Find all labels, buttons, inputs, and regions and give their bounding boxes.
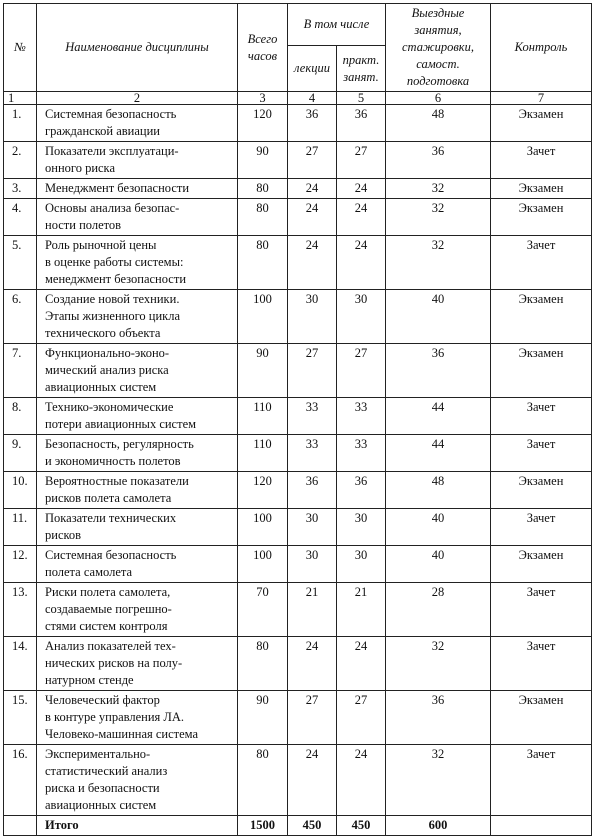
table-row bbox=[4, 435, 592, 472]
total-hours-cell: 80 bbox=[238, 236, 288, 290]
row-number: 14. bbox=[4, 637, 37, 691]
curriculum-table bbox=[3, 3, 592, 836]
control-cell: Зачет bbox=[491, 435, 592, 472]
header-lectures: лекции bbox=[288, 46, 337, 92]
discipline-name-line: статистический анализ bbox=[45, 764, 168, 778]
practice-sum: 450 bbox=[337, 816, 386, 836]
row-number: 15. bbox=[4, 691, 37, 745]
total-hours-cell: 120 bbox=[238, 472, 288, 509]
practice-cell: 24 bbox=[337, 179, 386, 199]
lectures-cell: 33 bbox=[288, 398, 337, 435]
discipline-name-line: Показатели технических bbox=[45, 511, 177, 525]
total-hours-cell: 100 bbox=[238, 546, 288, 583]
field-training-cell: 48 bbox=[386, 472, 491, 509]
table-row bbox=[4, 691, 592, 745]
discipline-name bbox=[37, 398, 238, 435]
discipline-name bbox=[37, 745, 238, 816]
discipline-name bbox=[37, 691, 238, 745]
total-hours-cell: 70 bbox=[238, 583, 288, 637]
discipline-name-line: Вероятностные показатели bbox=[45, 474, 189, 488]
control-cell: Зачет bbox=[491, 509, 592, 546]
column-number: 7 bbox=[491, 92, 592, 105]
practice-cell: 21 bbox=[337, 583, 386, 637]
field-training-cell: 40 bbox=[386, 290, 491, 344]
row-number: 16. bbox=[4, 745, 37, 816]
column-number: 4 bbox=[288, 92, 337, 105]
discipline-name bbox=[37, 179, 238, 199]
total-row-no bbox=[4, 816, 37, 836]
discipline-name-line: авиационных систем bbox=[45, 798, 157, 812]
row-number: 9. bbox=[4, 435, 37, 472]
control-cell: Зачет bbox=[491, 236, 592, 290]
control-cell: Зачет bbox=[491, 398, 592, 435]
table-row bbox=[4, 745, 592, 816]
row-number: 3. bbox=[4, 179, 37, 199]
total-hours-cell: 110 bbox=[238, 398, 288, 435]
control-cell: Зачет bbox=[491, 637, 592, 691]
discipline-name-line: Анализ показателей тех- bbox=[45, 639, 176, 653]
practice-cell: 30 bbox=[337, 290, 386, 344]
lectures-cell: 33 bbox=[288, 435, 337, 472]
discipline-name-line: Системная безопасность bbox=[45, 107, 177, 121]
lectures-cell: 24 bbox=[288, 637, 337, 691]
discipline-name-line: потери авиационных систем bbox=[45, 417, 197, 431]
row-number: 7. bbox=[4, 344, 37, 398]
table-row bbox=[4, 398, 592, 435]
discipline-name-line: Основы анализа безопас- bbox=[45, 201, 180, 215]
practice-cell: 24 bbox=[337, 199, 386, 236]
discipline-name-line: нических рисков на полу- bbox=[45, 656, 183, 670]
discipline-name bbox=[37, 290, 238, 344]
discipline-name bbox=[37, 142, 238, 179]
control-cell: Экзамен bbox=[491, 344, 592, 398]
discipline-name-line: натурном стенде bbox=[45, 673, 134, 687]
column-number: 1 bbox=[4, 92, 37, 105]
discipline-name-line: Человеко-машинная система bbox=[45, 727, 199, 741]
column-number: 6 bbox=[386, 92, 491, 105]
control-cell: Зачет bbox=[491, 583, 592, 637]
discipline-name-line: Этапы жизненного цикла bbox=[45, 309, 181, 323]
table-row bbox=[4, 472, 592, 509]
total-hours-cell: 80 bbox=[238, 745, 288, 816]
discipline-name-line: Функционально-эконо- bbox=[45, 346, 170, 360]
field-training-cell: 48 bbox=[386, 105, 491, 142]
table-row bbox=[4, 509, 592, 546]
total-label: Итого bbox=[37, 816, 238, 836]
column-number: 3 bbox=[238, 92, 288, 105]
discipline-name-line: Создание новой техники. bbox=[45, 292, 180, 306]
total-hours-cell: 80 bbox=[238, 179, 288, 199]
discipline-name-line: Технико-экономические bbox=[45, 400, 174, 414]
row-number: 1. bbox=[4, 105, 37, 142]
field-training-cell: 36 bbox=[386, 691, 491, 745]
total-row bbox=[4, 816, 592, 836]
lectures-cell: 36 bbox=[288, 472, 337, 509]
field-training-cell: 32 bbox=[386, 637, 491, 691]
total-hours-cell: 100 bbox=[238, 509, 288, 546]
total-hours-cell: 90 bbox=[238, 344, 288, 398]
field-training-cell: 32 bbox=[386, 179, 491, 199]
discipline-name-line: Роль рыночной цены bbox=[45, 238, 157, 252]
lectures-cell: 21 bbox=[288, 583, 337, 637]
control-cell: Экзамен bbox=[491, 290, 592, 344]
practice-cell: 36 bbox=[337, 472, 386, 509]
practice-cell: 24 bbox=[337, 637, 386, 691]
discipline-name-line: онного риска bbox=[45, 161, 115, 175]
header-discipline-name: Наименование дисциплины bbox=[37, 4, 238, 92]
row-number: 5. bbox=[4, 236, 37, 290]
total-hours-cell: 120 bbox=[238, 105, 288, 142]
total-hours-sum: 1500 bbox=[238, 816, 288, 836]
discipline-name bbox=[37, 435, 238, 472]
lectures-cell: 27 bbox=[288, 142, 337, 179]
row-number: 10. bbox=[4, 472, 37, 509]
lectures-cell: 30 bbox=[288, 290, 337, 344]
table-row bbox=[4, 179, 592, 199]
table-row bbox=[4, 142, 592, 179]
lectures-cell: 24 bbox=[288, 745, 337, 816]
discipline-name-line: ности полетов bbox=[45, 218, 122, 232]
total-hours-cell: 90 bbox=[238, 691, 288, 745]
lectures-cell: 24 bbox=[288, 236, 337, 290]
field-training-sum: 600 bbox=[386, 816, 491, 836]
discipline-name-line: стями систем контроля bbox=[45, 619, 168, 633]
total-hours-cell: 100 bbox=[238, 290, 288, 344]
header-practice: практ. занят. bbox=[337, 46, 386, 92]
column-number-row bbox=[4, 92, 592, 105]
discipline-name-line: Риски полета самолета, bbox=[45, 585, 171, 599]
table-row bbox=[4, 637, 592, 691]
total-hours-cell: 80 bbox=[238, 199, 288, 236]
discipline-name bbox=[37, 344, 238, 398]
discipline-name bbox=[37, 509, 238, 546]
header-including: В том числе bbox=[288, 4, 386, 46]
discipline-name-line: полета самолета bbox=[45, 565, 133, 579]
row-number: 8. bbox=[4, 398, 37, 435]
field-training-cell: 28 bbox=[386, 583, 491, 637]
lectures-cell: 30 bbox=[288, 546, 337, 583]
row-number: 4. bbox=[4, 199, 37, 236]
discipline-name-line: создаваемые погрешно- bbox=[45, 602, 172, 616]
discipline-name-line: в контуре управления ЛА. bbox=[45, 710, 185, 724]
practice-cell: 33 bbox=[337, 435, 386, 472]
discipline-name-line: Менеджмент безопасности bbox=[45, 181, 190, 195]
control-cell: Зачет bbox=[491, 745, 592, 816]
discipline-name-line: и экономичность полетов bbox=[45, 454, 181, 468]
field-training-cell: 44 bbox=[386, 398, 491, 435]
column-number: 5 bbox=[337, 92, 386, 105]
field-training-cell: 44 bbox=[386, 435, 491, 472]
discipline-name-line: рисков полета самолета bbox=[45, 491, 172, 505]
practice-cell: 27 bbox=[337, 344, 386, 398]
row-number: 12. bbox=[4, 546, 37, 583]
total-hours-cell: 110 bbox=[238, 435, 288, 472]
control-cell: Экзамен bbox=[491, 199, 592, 236]
discipline-name-line: Экспериментально- bbox=[45, 747, 151, 761]
practice-cell: 30 bbox=[337, 546, 386, 583]
discipline-name-line: технического объекта bbox=[45, 326, 161, 340]
discipline-name-line: Человеческий фактор bbox=[45, 693, 160, 707]
table-row bbox=[4, 583, 592, 637]
field-training-cell: 36 bbox=[386, 344, 491, 398]
header-field-training: Выездные занятия, стажировки, самост. подготовка bbox=[386, 4, 491, 92]
total-control bbox=[491, 816, 592, 836]
header-control: Контроль bbox=[491, 4, 592, 92]
total-hours-cell: 80 bbox=[238, 637, 288, 691]
discipline-name-line: мический анализ риска bbox=[45, 363, 169, 377]
table-row bbox=[4, 546, 592, 583]
field-training-cell: 36 bbox=[386, 142, 491, 179]
lectures-cell: 24 bbox=[288, 199, 337, 236]
table-row bbox=[4, 199, 592, 236]
discipline-name-line: риска и безопасности bbox=[45, 781, 160, 795]
control-cell: Зачет bbox=[491, 142, 592, 179]
discipline-name-line: Показатели эксплуатаци- bbox=[45, 144, 179, 158]
row-number: 13. bbox=[4, 583, 37, 637]
lectures-cell: 27 bbox=[288, 344, 337, 398]
row-number: 6. bbox=[4, 290, 37, 344]
discipline-name bbox=[37, 236, 238, 290]
table-body bbox=[4, 92, 592, 836]
table-row bbox=[4, 344, 592, 398]
table-row bbox=[4, 290, 592, 344]
control-cell: Экзамен bbox=[491, 472, 592, 509]
practice-cell: 30 bbox=[337, 509, 386, 546]
lectures-cell: 36 bbox=[288, 105, 337, 142]
practice-cell: 36 bbox=[337, 105, 386, 142]
total-hours-cell: 90 bbox=[238, 142, 288, 179]
field-training-cell: 40 bbox=[386, 546, 491, 583]
row-number: 11. bbox=[4, 509, 37, 546]
table-row bbox=[4, 105, 592, 142]
field-training-cell: 32 bbox=[386, 199, 491, 236]
discipline-name bbox=[37, 637, 238, 691]
discipline-name bbox=[37, 105, 238, 142]
discipline-name bbox=[37, 199, 238, 236]
field-training-cell: 32 bbox=[386, 745, 491, 816]
discipline-name-line: в оценке работы системы: bbox=[45, 255, 184, 269]
discipline-name bbox=[37, 472, 238, 509]
field-training-cell: 40 bbox=[386, 509, 491, 546]
discipline-name bbox=[37, 583, 238, 637]
lectures-sum: 450 bbox=[288, 816, 337, 836]
row-number: 2. bbox=[4, 142, 37, 179]
discipline-name-line: Безопасность, регулярность bbox=[45, 437, 194, 451]
discipline-name-line: рисков bbox=[45, 528, 82, 542]
practice-cell: 24 bbox=[337, 745, 386, 816]
discipline-name-line: авиационных систем bbox=[45, 380, 157, 394]
control-cell: Экзамен bbox=[491, 691, 592, 745]
lectures-cell: 27 bbox=[288, 691, 337, 745]
practice-cell: 27 bbox=[337, 142, 386, 179]
field-training-cell: 32 bbox=[386, 236, 491, 290]
column-number: 2 bbox=[37, 92, 238, 105]
practice-cell: 27 bbox=[337, 691, 386, 745]
discipline-name-line: менеджмент безопасности bbox=[45, 272, 187, 286]
discipline-name-line: гражданской авиации bbox=[45, 124, 160, 138]
control-cell: Экзамен bbox=[491, 105, 592, 142]
lectures-cell: 24 bbox=[288, 179, 337, 199]
table-row bbox=[4, 236, 592, 290]
control-cell: Экзамен bbox=[491, 546, 592, 583]
control-cell: Экзамен bbox=[491, 179, 592, 199]
discipline-name-line: Системная безопасность bbox=[45, 548, 177, 562]
header-no: № bbox=[4, 4, 37, 92]
practice-cell: 24 bbox=[337, 236, 386, 290]
practice-cell: 33 bbox=[337, 398, 386, 435]
lectures-cell: 30 bbox=[288, 509, 337, 546]
header-total-hours: Всего часов bbox=[238, 4, 288, 92]
discipline-name bbox=[37, 546, 238, 583]
